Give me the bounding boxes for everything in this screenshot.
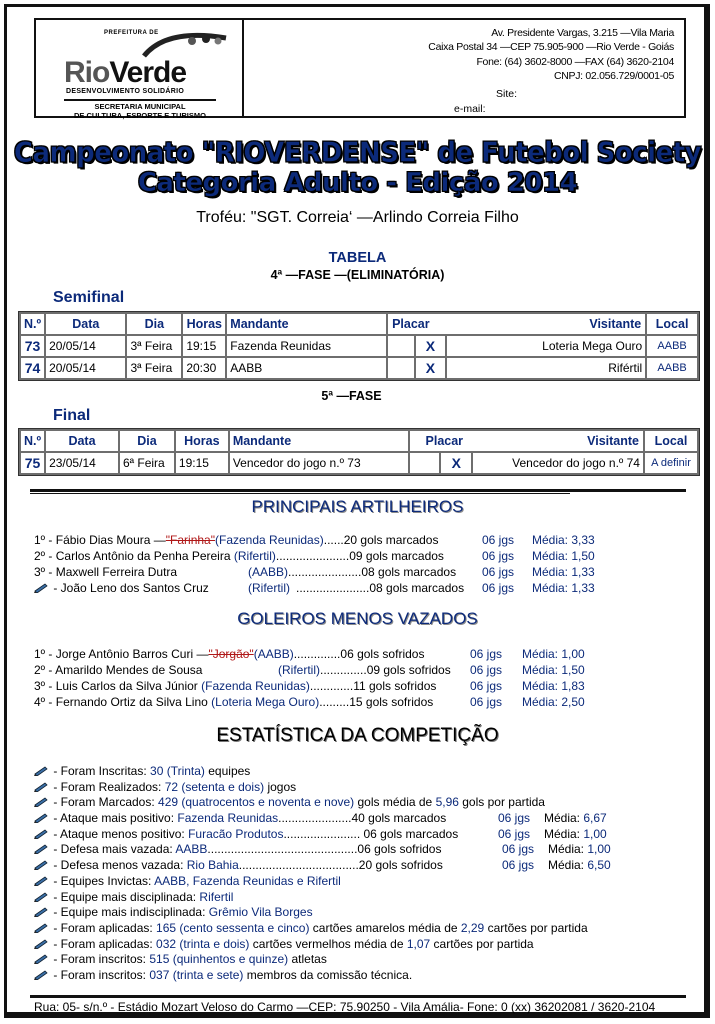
average-label: Média:: [532, 549, 572, 563]
home-team: Fazenda Reunidas: [227, 336, 386, 356]
leader-dots: ......: [323, 533, 344, 547]
stat-value: Grêmio Vila Borges: [208, 905, 313, 920]
venue: AABB: [647, 358, 697, 378]
logo-secretaria-line-1: SECRETARIA MUNICIPAL: [94, 102, 186, 111]
rank-entry: [34, 662, 320, 678]
games-played: 06 jgs: [502, 842, 535, 857]
list-item: [34, 811, 607, 827]
games-played: 06 jgs: [482, 581, 515, 595]
average: [522, 694, 585, 710]
average-label: Média:: [532, 533, 572, 547]
list-item: [34, 968, 588, 984]
stat-value: 165 (cento sessenta e cinco): [156, 920, 310, 935]
average: [532, 548, 595, 564]
stat-value: 429 (quatrocentos e noventa e nove): [158, 795, 355, 810]
table-row: [21, 358, 697, 378]
stat-average: 2,29: [460, 920, 485, 935]
leader-dots: .........: [319, 695, 350, 709]
rank-entry: [34, 580, 290, 596]
email-label: e-mail:: [454, 103, 486, 115]
games-played: 06 jgs: [482, 565, 515, 579]
header-divider: [242, 20, 244, 116]
pencil-icon: [34, 892, 48, 902]
address-line: CNPJ: 02.056.729/0001-05: [553, 70, 674, 83]
average-label: Média:: [544, 826, 584, 841]
rank-position: 2º -: [34, 549, 56, 563]
home-team: Vencedor do jogo n.º 73: [230, 453, 408, 473]
stat-label: - Foram aplicadas:: [50, 920, 157, 935]
pencil-icon: [34, 844, 48, 854]
average: [532, 580, 595, 596]
stat-average: 5,96: [435, 795, 459, 810]
stat-suffix: jogos: [264, 779, 297, 794]
game-time: 20:30: [183, 358, 225, 378]
rank-position: 3º -: [34, 565, 56, 579]
average-label: Média:: [532, 581, 572, 595]
average-label: Média:: [522, 679, 562, 693]
game-number: 74: [21, 358, 44, 378]
game-number: 75: [21, 453, 44, 473]
stat-suffix: membros da comissão técnica.: [243, 967, 413, 982]
rank-entry: [34, 694, 433, 710]
leader-dots: ......................: [288, 565, 362, 579]
rank-entry: [34, 678, 436, 694]
col-mandante: Mandante: [227, 314, 386, 334]
rank-stats: [288, 564, 456, 580]
average-value: 1,50: [561, 663, 585, 677]
average-label: Média:: [522, 663, 562, 677]
table-header-row: [21, 314, 697, 334]
score-home: [388, 336, 414, 356]
pencil-icon: [34, 860, 48, 870]
championship-title: Campeonato "RIOVERDENSE" de Futebol Society: [13, 137, 702, 169]
average: [532, 564, 595, 580]
game-time: 19:15: [176, 453, 228, 473]
semifinal-table: [18, 311, 700, 381]
average-value: 3,33: [571, 533, 595, 547]
player-name: Maxwell Ferreira Dutra: [55, 565, 178, 579]
pencil-icon: [34, 876, 48, 886]
games-played: 06 jgs: [470, 663, 503, 677]
goals-conceded: 09 gols sofridos: [366, 663, 451, 677]
address-line: Caixa Postal 34 —CEP 75.905-900 —Rio Verde - Goiás: [428, 41, 674, 54]
list-item: [34, 937, 588, 953]
average-label: Média:: [548, 858, 588, 873]
logo-prefeitura: PREFEITURA DE: [104, 30, 159, 36]
stat-label: - Foram Realizados:: [50, 779, 165, 794]
stat-value: 037 (trinta e sete): [149, 967, 244, 982]
list-item: [34, 858, 611, 874]
average: [532, 532, 595, 548]
score-separator: X: [416, 358, 446, 378]
list-item: [34, 905, 588, 921]
pencil-icon: [34, 939, 48, 949]
player-name: Amarildo Mendes de Sousa: [55, 663, 203, 677]
average-value: 6,50: [587, 858, 611, 873]
stat-value: 515 (quinhentos e quinze): [149, 952, 289, 967]
player-name: Jorge Antônio Barros Curi —: [55, 647, 209, 661]
address-line: Av. Presidente Vargas, 3.215 —Vila Maria: [491, 27, 674, 39]
average: [544, 827, 607, 843]
away-team: Loteria Mega Ouro: [447, 336, 645, 356]
rank-position: 4º -: [34, 695, 56, 709]
average-value: 1,83: [561, 679, 585, 693]
average: [544, 811, 607, 827]
games-played: 06 jgs: [470, 647, 503, 661]
list-item: [34, 842, 611, 858]
pencil-icon: [34, 829, 48, 839]
goleiros-title: GOLEIROS MENOS VAZADOS: [237, 609, 478, 628]
table-row: [21, 336, 697, 356]
player-team: (Rifertil): [233, 549, 276, 563]
col-horas: Horas: [183, 314, 225, 334]
stat-label: - Equipe mais disciplinada:: [50, 889, 200, 904]
col-local: Local: [647, 314, 697, 334]
pencil-icon: [34, 907, 48, 917]
leader-dots: ......................: [275, 549, 350, 563]
list-item: [34, 952, 588, 968]
rank-stats: [296, 580, 464, 596]
goal-count: 09 gols marcados: [349, 549, 444, 563]
table-row: [21, 453, 697, 473]
stat-tail: cartões por partida: [430, 936, 534, 951]
stat-label: - Ataque menos positivo:: [50, 826, 189, 841]
games-played: 06 jgs: [498, 811, 531, 826]
player-team: (AABB): [253, 647, 294, 661]
stat-label: - Equipes Invictas:: [50, 873, 155, 888]
game-day: 3ª Feira: [127, 358, 181, 378]
site-label: Site:: [496, 88, 518, 100]
stat-label: - Foram Inscritas:: [50, 764, 151, 778]
game-number: 73: [21, 336, 44, 356]
average-value: 1,00: [587, 842, 611, 857]
col-local: Local: [645, 431, 697, 451]
col-horas: Horas: [176, 431, 228, 451]
phase-5-label: 5ª —FASE: [321, 389, 382, 403]
goal-count: 20 gols marcados: [343, 533, 439, 547]
player-name: Fábio Dias Moura —: [55, 533, 166, 547]
pencil-icon: [34, 797, 48, 807]
games-played: 06 jgs: [470, 695, 503, 709]
estatistica-list: [34, 764, 611, 984]
logo-secretaria-line-2: DE CULTURA, ESPORTE E TURISMO: [74, 111, 206, 120]
stat-label: - Defesa menos vazada:: [50, 858, 187, 873]
list-item: [34, 795, 588, 811]
rank-entry: [34, 646, 424, 662]
average: [522, 662, 585, 678]
average: [522, 646, 585, 662]
col-placar: Placar: [392, 317, 430, 331]
col-visitante: Visitante: [589, 317, 642, 331]
logo-rio: Rio: [64, 56, 110, 89]
goals-conceded: 15 gols sofridos: [349, 695, 434, 709]
average: [522, 678, 585, 694]
rank-position: 2º -: [34, 663, 56, 677]
pencil-icon: [34, 970, 48, 980]
list-item: [34, 826, 607, 843]
stat-value: AABB: [175, 842, 208, 857]
letterhead: [34, 18, 686, 118]
games-played: 06 jgs: [482, 533, 515, 547]
score-separator: X: [441, 453, 471, 473]
goal-count: 08 gols marcados: [369, 581, 465, 595]
col-placar-visitante: [388, 314, 645, 334]
venue: AABB: [647, 336, 697, 356]
average-label: Média:: [532, 565, 572, 579]
logo-name: [64, 56, 186, 90]
col-dia: Dia: [127, 314, 181, 334]
average-value: 1,33: [571, 565, 595, 579]
logo-tagline: DESENVOLVIMENTO SOLIDÁRIO: [66, 88, 185, 95]
pencil-icon: [34, 782, 48, 792]
stat-suffix: cartões amarelos média de: [309, 920, 461, 935]
pencil-icon: [34, 813, 48, 823]
score-separator: X: [416, 336, 446, 356]
player-team: (Fazenda Reunidas): [215, 533, 324, 547]
divider: [30, 493, 570, 494]
game-time: 19:15: [183, 336, 225, 356]
stat-value: AABB, Fazenda Reunidas e Rifertil: [154, 873, 341, 888]
col-mandante: Mandante: [230, 431, 408, 451]
rank-position: 1º -: [34, 647, 56, 661]
footer-address: Rua: 05- s/n.º - Estádio Mozart Veloso do Carmo —CEP: 75.90250 - Vila Amália- Fone: 0 (xx) 36202081 / 3620-2104: [34, 1000, 656, 1014]
stat-suffix: equipes: [204, 764, 251, 778]
average: [548, 842, 611, 858]
table-header-row: [21, 431, 697, 451]
pencil-icon: [34, 954, 48, 964]
games-played: 06 jgs: [482, 549, 515, 563]
divider: [30, 489, 686, 492]
col-data: Data: [46, 431, 118, 451]
tabela-label: TABELA: [328, 250, 387, 266]
stat-value: 30 (Trinta): [150, 764, 205, 778]
average-value: 1,00: [561, 647, 585, 661]
trophy-line: Troféu: "SGT. Correia‘ —Arlindo Correia Filho: [196, 209, 519, 226]
logo-verde: Verde: [109, 56, 187, 89]
rank-position: 3º -: [34, 679, 56, 693]
stat-value: 032 (trinta e dois): [156, 936, 250, 951]
stat-label: - Foram inscritos:: [50, 967, 150, 982]
pencil-icon: [34, 923, 48, 933]
list-item: [34, 780, 588, 796]
col-dia: Dia: [120, 431, 174, 451]
stat-value: Fazenda Reunidas: [177, 811, 279, 826]
phase-4-label: 4ª —FASE —(ELIMINATÓRIA): [270, 268, 445, 282]
player-name: Luis Carlos da Silva Júnior: [55, 679, 202, 693]
games-played: 06 jgs: [498, 826, 531, 841]
stat-value: Rio Bahia: [186, 858, 239, 873]
stat-label: - Foram Marcados:: [50, 795, 159, 810]
games-played: 06 jgs: [502, 858, 535, 873]
leader-dots: ......................: [296, 581, 370, 595]
stat-label: - Foram aplicadas:: [50, 936, 157, 951]
player-team: (Loteria Mega Ouro): [211, 695, 320, 709]
player-nickname: "Jorgão": [208, 647, 254, 661]
player-team: (Rifertil): [278, 663, 320, 677]
away-team: Rifértil: [447, 358, 645, 378]
col-num: N.º: [21, 431, 44, 451]
player-nickname: "Farinha": [165, 533, 215, 547]
game-date: 23/05/14: [46, 453, 118, 473]
col-data: Data: [46, 314, 125, 334]
average-label: Média:: [522, 647, 562, 661]
rank-entry: [34, 564, 289, 580]
game-day: 3ª Feira: [127, 336, 181, 356]
stat-suffix: atletas: [288, 952, 327, 967]
stat-label: - Ataque mais positivo:: [50, 811, 178, 826]
stat-value: Rifertil: [199, 889, 234, 904]
pencil-icon: [34, 766, 48, 776]
rank-entry: [34, 532, 438, 548]
average: [548, 858, 611, 874]
average-value: 1,50: [571, 549, 595, 563]
score-home: [410, 453, 440, 473]
average-value: 1,00: [583, 826, 607, 841]
stat-value: 72 (setenta e dois): [164, 779, 265, 794]
average-value: 1,33: [571, 581, 595, 595]
logo-secretaria: [64, 99, 216, 120]
player-team: (Fazenda Reunidas): [201, 679, 310, 693]
stat-average: 1,07: [406, 936, 431, 951]
score-home: [388, 358, 414, 378]
category-title: Categoria Adulto - Edição 2014: [137, 168, 578, 198]
stat-label: - Defesa mais vazada:: [50, 842, 176, 857]
venue: A definir: [645, 453, 697, 473]
average-value: 2,50: [561, 695, 585, 709]
goals-conceded: 11 gols sofridos: [353, 679, 437, 693]
player-team: (Rifertil): [248, 581, 290, 595]
footer-divider: [30, 995, 686, 998]
address-block: [428, 26, 674, 84]
artilheiros-title: PRINCIPAIS ARTILHEIROS: [251, 497, 464, 516]
leader-dots: ..............: [293, 647, 341, 661]
stat-suffix: gols média de: [354, 795, 436, 810]
col-placar: Placar: [425, 434, 464, 448]
player-team: (AABB): [248, 565, 289, 579]
stat-suffix: ....................... 06 gols marcados: [283, 826, 459, 841]
col-placar-visitante: [410, 431, 643, 451]
list-item: [34, 764, 588, 780]
semifinal-title: Semifinal: [53, 289, 125, 306]
list-item: [34, 921, 588, 937]
goals-conceded: 06 gols sofridos: [340, 647, 425, 661]
stat-label: - Equipe mais indisciplinada:: [50, 905, 209, 920]
address-line: Fone: (64) 3602-8000 —FAX (64) 3620-2104: [476, 55, 674, 68]
list-item: [34, 890, 588, 906]
average-label: Média:: [544, 811, 584, 826]
list-item: [34, 874, 588, 890]
stat-suffix: ......................40 gols marcados: [278, 811, 447, 826]
pencil-icon: [34, 583, 48, 593]
game-day: 6ª Feira: [120, 453, 174, 473]
player-name: - João Leno dos Santos Cruz: [50, 581, 209, 595]
leader-dots: ..............: [320, 663, 367, 677]
rank-entry: [34, 548, 444, 564]
rio-verde-logo: [42, 26, 238, 120]
stat-suffix: .............................................06 gols sofridos: [207, 842, 442, 857]
player-name: Carlos Antônio da Penha Pereira: [55, 549, 234, 563]
final-table: [18, 428, 700, 476]
goal-count: 08 gols marcados: [361, 565, 457, 579]
stat-label: - Foram inscritos:: [50, 952, 150, 967]
stat-suffix: ....................................20 gols sofridos: [238, 858, 443, 873]
average-value: 6,67: [583, 811, 607, 826]
leader-dots: .............: [309, 679, 354, 693]
estatistica-title: ESTATÍSTICA DA COMPETIÇÃO: [216, 725, 499, 746]
rank-position: 1º -: [34, 533, 56, 547]
average-label: Média:: [548, 842, 588, 857]
stat-suffix: cartões vermelhos média de: [249, 936, 407, 951]
home-team: AABB: [227, 358, 386, 378]
rank-stats: [320, 662, 451, 678]
games-played: 06 jgs: [470, 679, 503, 693]
average-label: Média:: [522, 695, 562, 709]
col-num: N.º: [21, 314, 44, 334]
game-date: 20/05/14: [46, 336, 125, 356]
game-date: 20/05/14: [46, 358, 125, 378]
away-team: Vencedor do jogo n.º 74: [473, 453, 643, 473]
stat-tail: cartões por partida: [484, 920, 588, 935]
col-visitante: Visitante: [587, 434, 639, 448]
stat-tail: gols por partida: [458, 795, 545, 810]
stat-value: Furacão Produtos: [188, 826, 284, 841]
final-title: Final: [53, 407, 91, 424]
player-name: Fernando Ortiz da Silva Lino: [55, 695, 212, 709]
